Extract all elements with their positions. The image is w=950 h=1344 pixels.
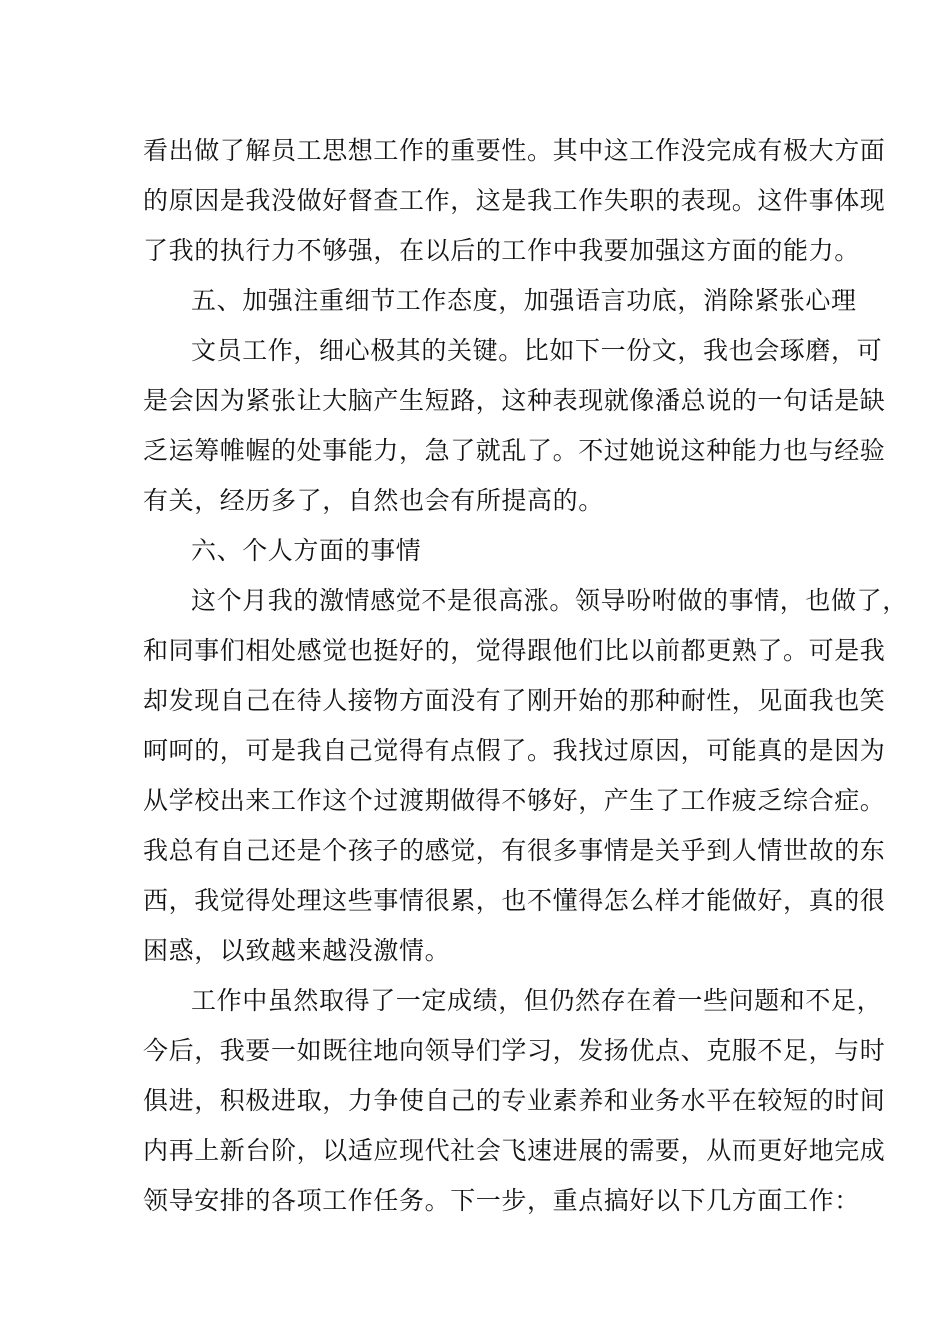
text-line: 呵呵的，可是我自己觉得有点假了。我找过原因，可能真的是因为 — [143, 736, 886, 765]
text-line: 工作中虽然取得了一定成绩，但仍然存在着一些问题和不足， — [191, 986, 883, 1015]
text-line: 领导安排的各项工作任务。下一步，重点搞好以下几方面工作： — [143, 1186, 860, 1215]
text-line: 的原因是我没做好督查工作，这是我工作失职的表现。这件事体现 — [143, 186, 886, 215]
text-line: 我总有自己还是个孩子的感觉，有很多事情是关乎到人情世故的东 — [143, 836, 886, 865]
text-line: 了我的执行力不够强，在以后的工作中我要加强这方面的能力。 — [143, 236, 860, 265]
text-line: 内再上新台阶，以适应现代社会飞速进展的需要，从而更好地完成 — [143, 1136, 886, 1165]
text-line: 从学校出来工作这个过渡期做得不够好，产生了工作疲乏综合症。 — [143, 786, 886, 815]
text-line: 这个月我的激情感觉不是很高涨。领导吩咐做的事情，也做了， — [191, 586, 908, 615]
text-line: 俱进，积极进取，力争使自己的专业素养和业务水平在较短的时间 — [143, 1086, 886, 1115]
text-line: 西，我觉得处理这些事情很累，也不懂得怎么样才能做好，真的很 — [143, 886, 886, 915]
text-line: 和同事们相处感觉也挺好的，觉得跟他们比以前都更熟了。可是我 — [143, 636, 886, 665]
text-line: 文员工作，细心极其的关键。比如下一份文，我也会琢磨，可 — [191, 336, 883, 365]
section-heading-6: 六、个人方面的事情 — [191, 536, 422, 565]
text-line: 乏运筹帷幄的处事能力，急了就乱了。不过她说这种能力也与经验 — [143, 436, 886, 465]
text-line: 却发现自己在待人接物方面没有了刚开始的那种耐性，见面我也笑 — [143, 686, 886, 715]
section-heading-5: 五、加强注重细节工作态度，加强语言功底，消除紧张心理 — [191, 286, 857, 315]
text-line: 今后，我要一如既往地向领导们学习，发扬优点、克服不足，与时 — [143, 1036, 886, 1065]
text-line: 有关，经历多了，自然也会有所提高的。 — [143, 486, 604, 515]
text-line: 是会因为紧张让大脑产生短路，这种表现就像潘总说的一句话是缺 — [143, 386, 886, 415]
text-line: 看出做了解员工思想工作的重要性。其中这工作没完成有极大方面 — [143, 136, 886, 165]
text-line: 困惑，以致越来越没激情。 — [143, 936, 451, 965]
